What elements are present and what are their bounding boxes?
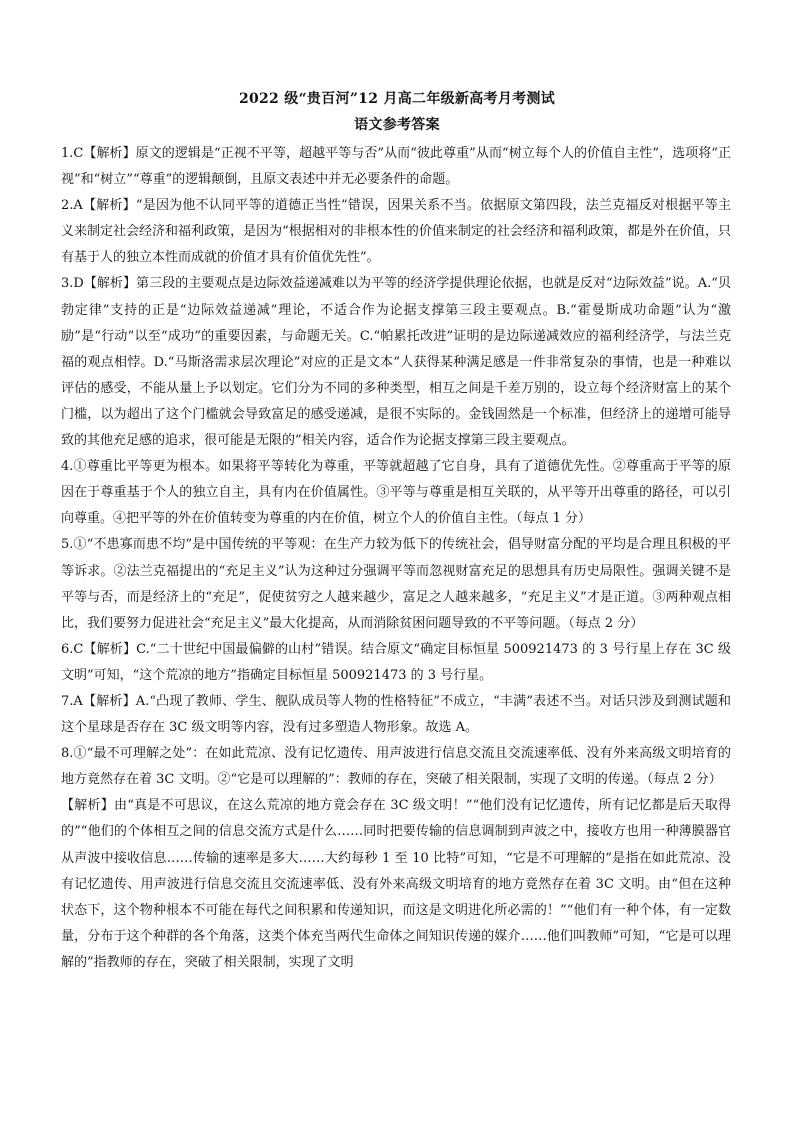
answer-content [61, 141, 731, 976]
document-title: 2022 级“贵百河”12 月高二年级新高考月考测试 [238, 91, 556, 107]
answer-2: 2.A【解析】“是因为他不认同平等的道德正当性”错误，因果关系不当。依据原文第四段，法兰克福反对根据平等主义来制定社会经济和福利政策，是因为“根据相对的非根本性的价值来制定的社会经济和福利政策，都是外在价值，只有基于人的独立本性而成就的价值才具有价值优先性”。 [61, 198, 731, 266]
answer-3: 3.D【解析】第三段的主要观点是边际效益递减难以为平等的经济学提供理论依据，也就是反对“边际效益”说。A.“贝勃定律”支持的正是“边际效益递减”理论，不适合作为论据支撑第三段主要观点。B.“霍曼斯成功命题”认为“激励”是“行动”以至“成功”的重要因素，与命题无关。C.“帕累托改进”证明的是边际递减效应的福利经济学，与法兰克福的观点相悖。D.“马斯洛需求层次理论”对应的正是文本“人获得某种满足感是一件非常复杂的事情，也是一种难以评估的感受，不能从量上予以划定。它们分为不同的多种类型，相互之间是千差万别的，设立每个经济财富上的某个门槛，以为超出了这个门槛就会导致富足的感受递减，是很不实际的。金钱固然是一个标准，但经济上的递增可能导致的其他充足感的追求，很可能是无限的”相关内容，适合作为论据支撑第三段主要观点。 [61, 276, 731, 449]
answer-5: 5.①“不患寡而患不均”是中国传统的平等观：在生产力较为低下的传统社会，倡导财富分配的平均是合理且积极的平等诉求。②法兰克福提出的“充足主义”认为这种过分强调平等而忽视财富充足的思想具有历史局限性。强调关键不是平等与否，而是经济上的“充足”，促使贫穷之人越来越少，富足之人越来越多，“充足主义”才是正道。③两种观点相比，我们要努力促进社会“充足主义”最大化提高，从而消除贫困问题导致的不平等问题。（每点 2 分） [61, 537, 731, 631]
answer-1: 1.C【解析】原文的逻辑是“正视不平等，超越平等与否”从而“彼此尊重”从而“树立每个人的价值自主性”，选项将“正视”和“树立”“尊重”的逻辑颠倒，且原文表述中并无必要条件的命题。 [61, 146, 731, 188]
answer-6: 6.C【解析】C.“二十世纪中国最偏僻的山村”错误。结合原文“确定目标恒星 500921473 的 3 号行星上存在 3C 级文明”可知，“这个荒凉的地方”指确定目标恒星 500921473 的 3 号行星。 [61, 641, 731, 683]
answer-7: 7.A【解析】A.“凸现了教师、学生、舰队成员等人物的性格特征”不成立，“丰满”表述不当。对话只涉及到测试题和这个星球是否存在 3C 级文明等内容，没有过多塑造人物形象。故选 A。 [61, 693, 731, 736]
answer-8-analysis: 【解析】由“真是不可思议，在这么荒凉的地方竟会存在 3C 级文明！”“他们没有记忆遗传，所有记忆都是后天取得的”“他们的个体相互之间的信息交流方式是什么……同时把要传输的信息调制到声波之中，接收方也用一种薄膜器官从声波中接收信息……传输的速率是多大……大约每秒 1 至 10 比特”可知，“它是不可理解的”是指在如此荒凉、没有记忆遗传、用声波进行信息交流且交流速率低、没有外来高级文明培育的地方竟然存在着 3C 文明。由“但在这种状态下，这个物种根本不可能在每代之间积累和传递知识，而这是文明进化所必需的！”“他们有一种个体，有一定数量，分布于这个种群的各个角落，这类个体充当两代生命体之间知识传递的媒介……他们叫教师”可知，“它是可以理解的”指教师的存在，突破了相关限制，实现了文明 [61, 798, 731, 970]
document-subtitle: 语文参考答案 [354, 117, 440, 133]
answer-8: 8.①“最不可理解之处”：在如此荒凉、没有记忆遗传、用声波进行信息交流且交流速率低、没有外来高级文明培育的地方竟然存在着 3C 文明。②“它是可以理解的”：教师的存在，突破了相关限制，实现了文明的传递。（每点 2 分） [61, 746, 731, 788]
answer-4: 4.①尊重比平等更为根本。如果将平等转化为尊重，平等就超越了它自身，具有了道德优先性。②尊重高于平等的原因在于尊重基于个人的独立自主，具有内在价值属性。③平等与尊重是相互关联的，从平等开出尊重的路径，可以引向尊重。④把平等的外在价值转变为尊重的内在价值，树立个人的价值自主性。（每点 1 分） [61, 459, 731, 527]
